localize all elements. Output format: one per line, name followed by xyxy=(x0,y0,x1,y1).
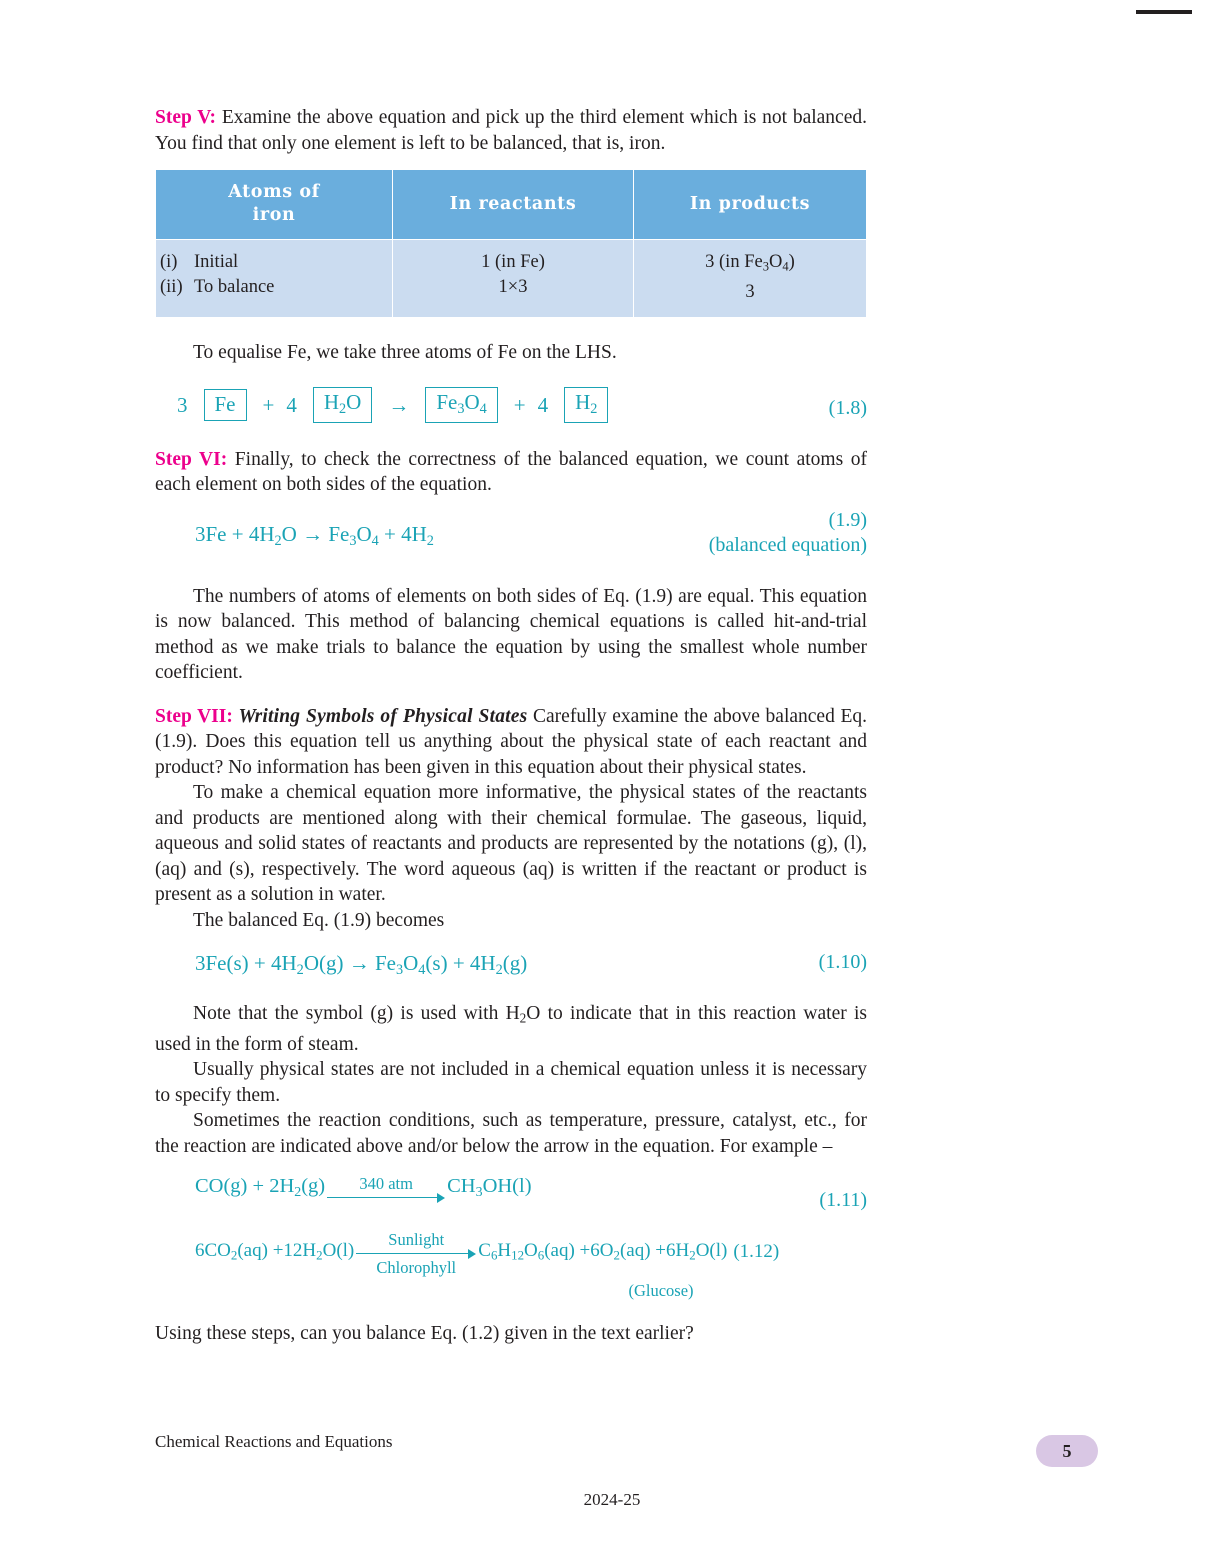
paragraph-informative: To make a chemical equation more informative, the physical states of the reactants and products are mentioned along with their chemical formulae. The gaseous, liquid, aqueous and solid states of reactants and products are represented by the notations (g), (l), (aq) and (s), respectively. The word aqueous (aq) is written if the reactant or product is present as a solution in water. xyxy=(155,782,867,906)
boxed-equation-1-8 xyxy=(177,387,867,423)
box-h2 xyxy=(564,387,608,423)
products-initial-mid: O xyxy=(769,252,783,272)
eq112-right-b: H xyxy=(497,1239,512,1261)
table-header-in-products: In products xyxy=(634,170,867,240)
arrow-sign: → xyxy=(388,392,410,417)
table-cell-labels xyxy=(156,240,393,318)
step-5-label: Step V: xyxy=(155,107,217,128)
condition-below-1-12: Chlorophyll xyxy=(376,1258,457,1278)
paragraph-step-5 xyxy=(155,105,867,156)
eq112-right-a: C xyxy=(478,1239,491,1261)
eq112-right-sub2: 12 xyxy=(511,1247,525,1263)
eq112-right-sub5: 2 xyxy=(689,1247,696,1263)
coefficient-4a: 4 xyxy=(286,392,297,417)
table-header-row xyxy=(156,170,867,240)
reactants-tobalance: 1×3 xyxy=(498,277,528,297)
eq19-part-b: O → Fe xyxy=(281,521,350,546)
table-header-atoms-line1: Atoms of xyxy=(228,182,320,202)
eq19-sub-d: 2 xyxy=(426,532,434,549)
eq19-sub-a: 2 xyxy=(274,532,282,549)
equation-1-12 xyxy=(195,1231,867,1277)
eq112-right-sub1: 6 xyxy=(490,1247,498,1263)
eq112-left-a: 6CO xyxy=(195,1239,231,1261)
equation-number-1-9: (1.9) xyxy=(828,508,867,531)
eq112-left-sub1: 2 xyxy=(230,1247,238,1263)
condition-above-1-11: 340 atm xyxy=(359,1174,413,1194)
eq112-left-sub2: 2 xyxy=(316,1247,323,1263)
plus-sign-1: + xyxy=(262,392,275,417)
box-h2-sub: 2 xyxy=(590,401,598,417)
paragraph-step-7 xyxy=(155,704,867,781)
reaction-arrow-1-12 xyxy=(356,1231,476,1277)
step-6-text: Finally, to check the correctness of the balanced equation, we count atoms of each element on both sides of the equation. xyxy=(155,448,867,496)
eq110-part-e: (g) xyxy=(502,951,528,976)
box-h2o-h: H xyxy=(323,390,340,415)
equation-1-9-number-block xyxy=(709,508,867,558)
box-h2-h: H xyxy=(575,390,591,415)
step-5-text: Examine the above equation and pick up the third element which is not balanced. You find that only one element is left to be balanced, that is, iron. xyxy=(155,107,867,154)
table-row xyxy=(156,240,867,318)
eq112-right-d: (aq) +6O xyxy=(544,1239,614,1261)
page-content xyxy=(155,105,867,1347)
box-h2o xyxy=(313,387,372,423)
glucose-note: (Glucose) xyxy=(628,1281,694,1301)
paragraph-step-6 xyxy=(155,447,867,498)
products-initial-sub1: 3 xyxy=(762,259,769,274)
paragraph-numbers-of-atoms: The numbers of atoms of elements on both sides of Eq. (1.9) are equal. This equation is now balanced. This method of balancing chemical equations is called hit-and-trial method as we make trials to balance the equation by using the smallest whole number coefficient. xyxy=(155,585,867,684)
eq111-left-b: (g) xyxy=(301,1175,326,1198)
eq111-right-a: CH xyxy=(447,1175,476,1198)
equation-1-9-row xyxy=(155,508,867,570)
box-fe: Fe xyxy=(204,389,247,421)
note-steam-sub: 2 xyxy=(519,1011,527,1027)
equation-1-11 xyxy=(195,1175,867,1203)
box-fe3o4-fe: Fe xyxy=(436,390,458,415)
equation-1-11-row xyxy=(155,1175,867,1219)
row-initial-text: Initial xyxy=(194,252,239,272)
row-number-i: (i) xyxy=(160,252,178,272)
eq111-left-a: CO(g) + 2H xyxy=(195,1175,295,1198)
atoms-of-iron-table xyxy=(155,169,867,318)
eq110-part-a: 3Fe(s) + 4H xyxy=(195,951,297,976)
eq112-left xyxy=(195,1240,354,1278)
equation-number-1-8: (1.8) xyxy=(828,397,867,420)
eq110-part-d: (s) + 4H xyxy=(425,951,496,976)
paragraph-usually: Usually physical states are not included in a chemical equation unless it is necessary to specify them. xyxy=(155,1059,867,1106)
eq19-part-a: 3Fe + 4H xyxy=(195,521,275,546)
step-7-heading: Writing Symbols of Physical States xyxy=(238,705,528,727)
note-steam-part-1: Note that the symbol (g) is used with H xyxy=(193,1003,520,1025)
eq110-sub-b: 3 xyxy=(395,962,404,979)
step-7-label: Step VII: xyxy=(155,705,233,727)
equation-number-1-10: (1.10) xyxy=(818,951,867,974)
table-cell-reactants xyxy=(393,240,634,318)
table-header-atoms-of-iron xyxy=(156,170,393,240)
row-number-ii: (ii) xyxy=(160,277,183,297)
coefficient-4b: 4 xyxy=(537,392,549,417)
table-header-in-reactants: In reactants xyxy=(393,170,634,240)
paragraph-equalise: To equalise Fe, we take three atoms of Fe on the LHS. xyxy=(193,341,617,363)
eq111-right-b: OH(l) xyxy=(482,1175,532,1198)
paragraph-closing: Using these steps, can you balance Eq. (1.2) given in the text earlier? xyxy=(155,1323,694,1345)
box-fe3o4-o: O xyxy=(464,390,480,415)
arrow-shaft-1-11 xyxy=(327,1193,445,1203)
footer-year: 2024-25 xyxy=(583,1490,641,1509)
table-header-atoms-line2: iron xyxy=(252,205,296,225)
products-initial-sub2: 4 xyxy=(782,259,789,274)
paragraph-note-steam xyxy=(155,1001,867,1057)
box-fe3o4-sub1: 3 xyxy=(457,401,465,417)
equation-number-1-12: (1.12) xyxy=(733,1241,780,1263)
row-tobalance-text: To balance xyxy=(194,277,275,297)
row-initial-label xyxy=(160,250,388,275)
products-initial-pre: 3 (in Fe xyxy=(705,252,763,272)
eq111-right xyxy=(447,1175,531,1203)
eq19-sub-b: 3 xyxy=(349,532,357,549)
eq19-sub-c: 4 xyxy=(371,532,379,549)
eq110-part-b: O(g) → Fe xyxy=(303,951,396,976)
eq19-part-d: + 4H xyxy=(378,521,427,546)
step-7-text: Carefully examine the above balanced Eq. (1.9). Does this equation tell us anything about the physical state of each reactant and product? No information has been given in this equation about their physical states. xyxy=(155,705,867,778)
eq111-right-sub: 3 xyxy=(475,1185,483,1201)
row-tobalance-label xyxy=(160,275,388,300)
equation-number-1-11: (1.11) xyxy=(819,1189,867,1212)
eq112-left-b: (aq) +12H xyxy=(237,1239,317,1261)
equation-1-10 xyxy=(195,951,867,979)
top-rule-mark xyxy=(1136,10,1192,14)
equation-1-12-row xyxy=(155,1231,867,1301)
eq110-sub-a: 2 xyxy=(296,962,304,979)
eq112-left-c: O(l) xyxy=(322,1239,355,1261)
paragraph-becomes: The balanced Eq. (1.9) becomes xyxy=(193,909,445,931)
boxed-equation-row xyxy=(155,387,867,423)
condition-above-1-12: Sunlight xyxy=(388,1230,445,1250)
paragraph-conditions: Sometimes the reaction conditions, such as temperature, pressure, catalyst, etc., for the reaction are indicated above and/or below the arrow in the equation. For example – xyxy=(155,1110,867,1157)
eq112-right-c: O xyxy=(524,1239,538,1261)
equation-1-9-note: (balanced equation) xyxy=(708,533,867,556)
reaction-arrow-1-11 xyxy=(327,1175,445,1203)
eq110-sub-d: 2 xyxy=(495,962,503,979)
reactants-initial: 1 (in Fe) xyxy=(481,252,545,272)
eq110-part-c: O xyxy=(403,951,419,976)
eq111-left-sub: 2 xyxy=(294,1185,302,1201)
eq112-right-e: (aq) +6H xyxy=(619,1239,690,1261)
box-h2o-o: O xyxy=(346,390,362,415)
eq112-right-f: O(l) xyxy=(695,1239,728,1261)
eq112-right-sub4: 2 xyxy=(613,1247,620,1263)
products-initial-post: ) xyxy=(788,252,795,272)
box-h2o-sub: 2 xyxy=(339,401,347,417)
page-number-badge: 5 xyxy=(1036,1435,1098,1467)
table-cell-products xyxy=(634,240,867,318)
equation-1-10-row xyxy=(155,951,867,985)
plus-sign-2: + xyxy=(513,392,526,417)
eq19-part-c: O xyxy=(356,521,372,546)
products-initial xyxy=(638,250,862,280)
step-6-label: Step VI: xyxy=(155,448,228,470)
products-tobalance: 3 xyxy=(745,281,755,302)
footer-chapter-title: Chemical Reactions and Equations xyxy=(155,1432,393,1451)
arrow-shaft-1-12 xyxy=(356,1249,476,1259)
box-fe3o4 xyxy=(425,387,497,423)
eq111-left xyxy=(195,1175,325,1203)
eq112-right-sub3: 6 xyxy=(537,1247,545,1263)
box-fe3o4-sub2: 4 xyxy=(479,401,487,417)
eq112-right xyxy=(478,1240,727,1278)
coefficient-3: 3 xyxy=(177,392,188,417)
eq110-sub-c: 4 xyxy=(418,962,426,979)
note-steam-part-2: O to indicate that in this reaction water is used in the form of steam. xyxy=(155,1003,867,1055)
